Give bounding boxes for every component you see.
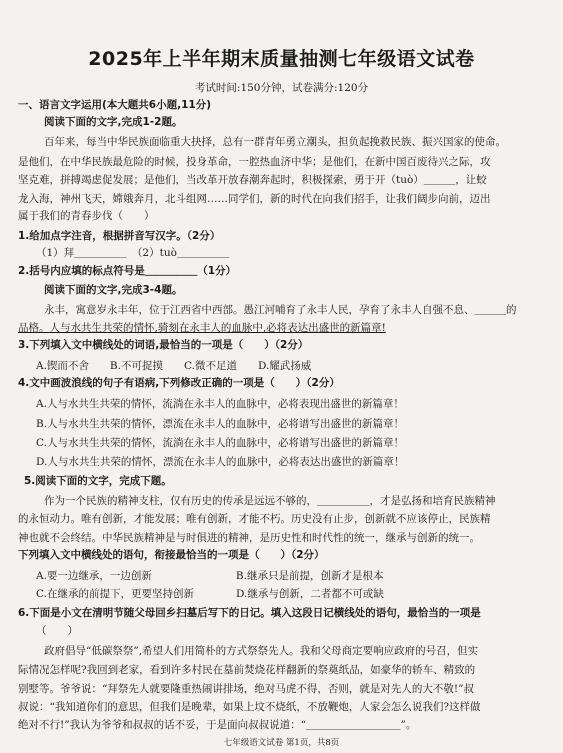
option-b: B.人与水共生共荣的情怀，漂流在永丰人的血脉中，必将谱写出盛世的新篇章！ [36, 418, 405, 430]
question-1: 1.给加点字注音，根据拼音写汉字。（2分） [18, 230, 221, 242]
passage-line: 永丰，寓意岁永丰年，位于江西省中西部。愚江河哺育了永丰人民，孕育了永丰人自强不息、＿＿＿的 [44, 304, 517, 316]
diary-line: 叔说：“我知道你们的意思，但我们是晚辈，如果上坟不烧纸，不放鞭炮，人家会怎么说我们?这样做 [18, 701, 481, 713]
diary-line: 绝对不行!”我认为爷爷和叔叔的话不妥，于是面向叔叔说道：“＿＿＿＿＿＿＿＿＿”。 [18, 719, 417, 731]
option-a: A.人与水共生共荣的情怀，流淌在永丰人的血脉中，必将表现出盛世的新篇章！ [36, 398, 404, 410]
passage-line: 的永恒动力。唯有创新，才能发展；唯有创新，才能不朽。历史没有止步，创新就不应该停止，民族精 [18, 513, 491, 525]
question-2: 2.括号内应填的标点符号是＿＿＿＿＿（1分） [18, 265, 237, 277]
passage-line: 作为一个民族的精神支柱，仅有历史的传承是远远不够的，＿＿＿＿＿，才是弘扬和培育民族精神 [44, 495, 496, 507]
question-5-options-ab: A.要一边继承，一边创新 B.继承只是前提，创新才是根本 [36, 570, 384, 582]
exam-title: 2025年上半年期末质量抽测七年级语文试卷 [88, 48, 475, 70]
question-4: 4.文中画波浪线的句子有语病,下列修改正确的一项是（ ）（2分） [18, 377, 340, 389]
question-6-paren: （ ） [36, 625, 78, 637]
section-heading: 一、语言文字运用(本大题共6小题,11分) [18, 99, 212, 111]
passage-line: 属于我们的青春步伐（ ） [18, 210, 155, 222]
question-3-options: A.锲而不舍 B.不可捉摸 C.微不足道 D.耀武扬威 [36, 360, 312, 372]
question-6: 6.下面是小文在清明节随父母回乡扫墓后写下的日记。填入这段日记横线处的语句，最恰当的一项是 [18, 607, 481, 619]
passage-line: 龙入海，神州飞天，嫦娥奔月，北斗组网……同学们，新的时代在向我们招手，让我们阔步向前，迈出 [18, 193, 491, 205]
passage-line: 神也就不会终结。中华民族精神是与时俱进的精神，是历史性和时代性的统一，继承与创新的统一。 [18, 532, 480, 544]
diary-line: 政府倡导“低碳祭祭”,希望人们用简朴的方式祭祭先人。我和父母商定要响应政府的号召，但实 [44, 645, 479, 657]
passage-line: 是他们，在中华民族最危险的时候，投身革命，一腔热血济中华；是他们，在新中国百废待兴之际，攻 [18, 156, 491, 168]
reading-instruction: 阅读下面的文字,完成3-4题。 [44, 284, 183, 296]
question-5-options-cd: C.在继承的前提下，更要坚持创新 D.继承与创新，二者都不可或缺 [36, 588, 384, 600]
passage-line: 坚克难，拼搏竭虑促发展；是他们，当改革开放春潮奔起时，积极探索，勇于开（tuò）＿＿＿，让蛟 [18, 174, 487, 186]
page-footer: 七年级语文试卷 第1页，共8页 [223, 738, 340, 748]
question-5-prompt: 下列填入文中横线处的语句，衔接最恰当的一项是（ ）（2分） [18, 549, 325, 561]
reading-instruction: 阅读下面的文字,完成1-2题。 [44, 116, 183, 128]
option-d: D.人与水共生共荣的情怀，漂流在永丰人的血脉中，必将表达出盛世的新篇章！ [36, 456, 405, 468]
diary-line: 际情况怎样呢?我回到老家，看到许多村民在墓前焚烧花样翻新的祭奠纸品，如豪华的轿车、精致的 [18, 664, 476, 676]
option-c: C.人与水共生共荣的情怀，流淌在永丰人的血脉中，必将谱写出盛世的新篇章！ [36, 437, 404, 449]
question-5: 5.阅读下面的文字，完成下题。 [24, 475, 172, 487]
passage-line-wavy: 品格。人与水共生共荣的情怀,骑刻在永丰人的血脉中,必将表达出盛世的新篇章! [18, 322, 386, 334]
exam-subtitle: 考试时间:150分钟，试卷满分:120分 [194, 82, 369, 94]
question-1-blanks: （1）拜＿＿＿＿＿ （2）tuò＿＿＿＿＿ [36, 247, 230, 259]
diary-line: 别墅等。爷爷说：“拜祭先人就要隆重热闹讲排场，绝对马虎不得，否则，就是对先人的大不敬!”叔 [18, 683, 474, 695]
passage-line: 百年来，每当中华民族面临重大抉择，总有一群青年勇立潮头，担负起挽救民族、振兴国家的使命。 [44, 136, 506, 148]
question-3: 3.下列填入文中横线处的词语,最恰当的一项是（ ）（2分） [18, 339, 309, 351]
